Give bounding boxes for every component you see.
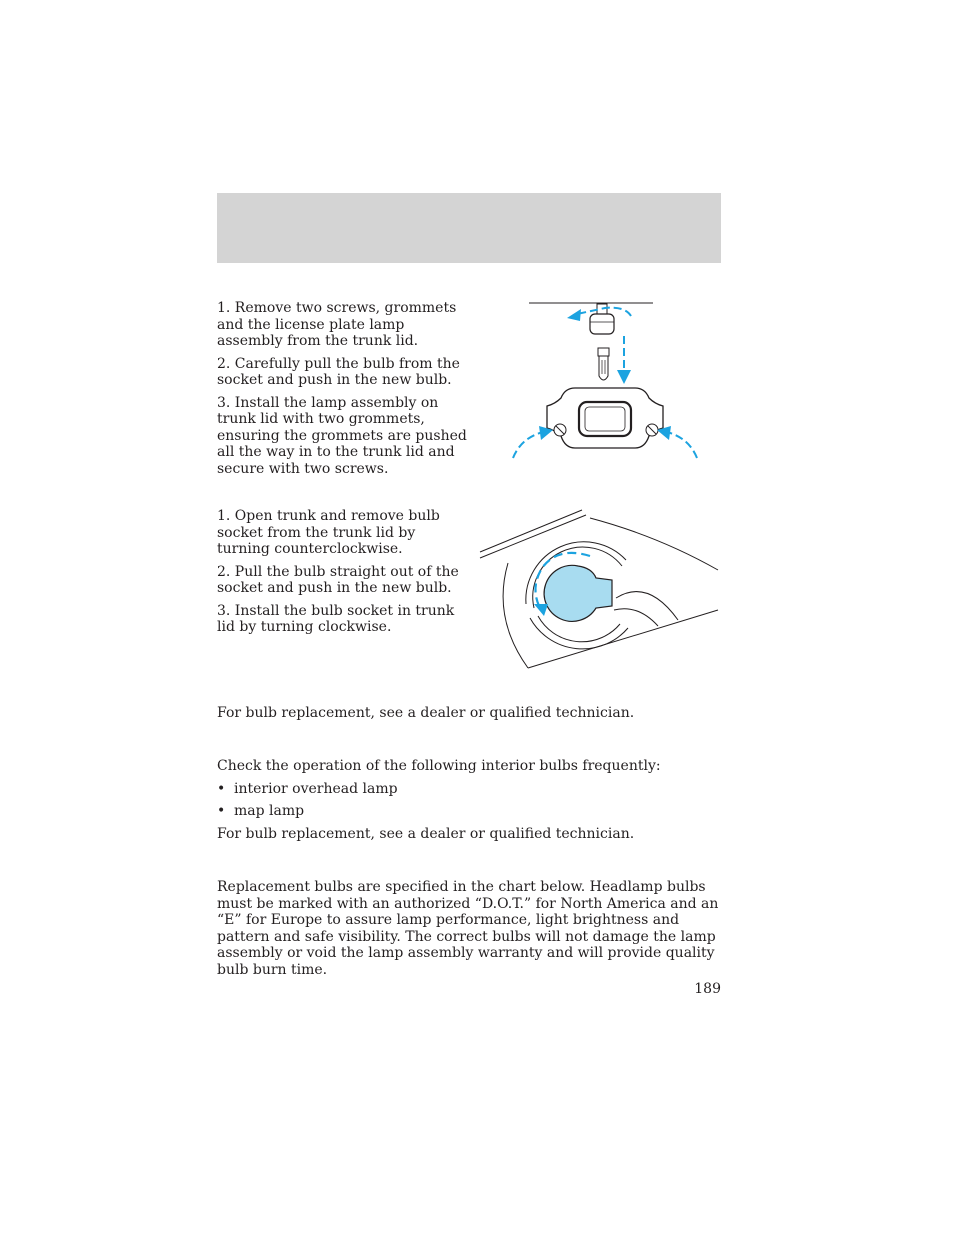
- bullet-glyph: •: [217, 803, 226, 819]
- license-step-3: 3. Install the lamp assembly on trunk lid with two grommets, ensuring the grommets are pushed all the way in to the trunk lid and secure with two screws.: [217, 394, 467, 477]
- interior-intro: Check the operation of the following interior bulbs frequently:: [217, 758, 661, 774]
- section-a-text: [217, 705, 721, 728]
- section-header-band: [217, 193, 721, 263]
- replacement-section: [217, 879, 721, 984]
- list-item: [217, 781, 721, 798]
- list-item: [217, 803, 721, 820]
- trunk-step-3: 3. Install the bulb socket in trunk lid by turning clockwise.: [217, 602, 455, 635]
- trunk-lamp-steps: [217, 508, 472, 642]
- license-plate-lamp-steps: [217, 300, 472, 483]
- dealer-note-1: For bulb replacement, see a dealer or qualified technician.: [217, 705, 635, 721]
- license-step-1: 1. Remove two screws, grommets and the license plate lamp assembly from the trunk lid.: [217, 300, 457, 349]
- license-plate-lamp-illustration: [505, 296, 705, 466]
- list-item-text: interior overhead lamp: [234, 780, 398, 797]
- list-item-text: map lamp: [234, 803, 305, 819]
- dealer-note-2: For bulb replacement, see a dealer or qualified technician.: [217, 825, 635, 842]
- interior-bulbs-section: [217, 758, 721, 848]
- replacement-text: Replacement bulbs are specified in the chart below. Headlamp bulbs must be marked with an authorized “D.O.T.” for North America and an “E” for Europe to assure lamp performance, light brightness and pattern and safe visibility. The correct bulbs will not damage the lamp assembly or void the lamp assembly warranty and will provide quality bulb burn time.: [217, 879, 719, 978]
- license-step-2: 2. Carefully pull the bulb from the socket and push in the new bulb.: [217, 355, 460, 388]
- page-number: 189: [694, 981, 721, 997]
- trunk-lamp-illustration: [478, 508, 720, 673]
- bullet-glyph: •: [217, 780, 226, 797]
- trunk-step-1: 1. Open trunk and remove bulb socket from the trunk lid by turning counterclockwise.: [217, 508, 440, 557]
- trunk-step-2: 2. Pull the bulb straight out of the socket and push in the new bulb.: [217, 563, 459, 596]
